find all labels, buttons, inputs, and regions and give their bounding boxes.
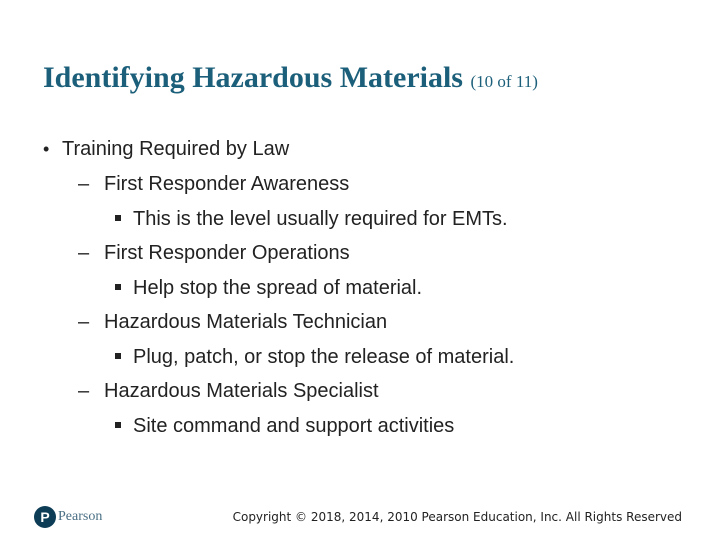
detail-text: This is the level usually required for EMTs. bbox=[133, 207, 508, 230]
sub-item-technician bbox=[0, 305, 720, 340]
sub-item-specialist bbox=[0, 374, 720, 409]
slide-content bbox=[0, 132, 720, 443]
detail-text: Plug, patch, or stop the release of material. bbox=[133, 345, 515, 368]
dash-marker: – bbox=[78, 380, 90, 402]
pearson-logo bbox=[34, 505, 102, 529]
pearson-logo-text: Pearson bbox=[58, 509, 103, 524]
bullet-marker: • bbox=[43, 139, 50, 159]
detail-text: Help stop the spread of material. bbox=[133, 276, 423, 299]
square-bullet-icon bbox=[115, 422, 121, 428]
dash-marker: – bbox=[78, 311, 90, 333]
pearson-logo-icon: P bbox=[34, 506, 56, 528]
slide-title-text: Identifying Hazardous Materials bbox=[43, 61, 463, 94]
sub-item-operations bbox=[0, 236, 720, 271]
detail-awareness bbox=[0, 202, 720, 237]
sub-item-text: First Responder Operations bbox=[104, 242, 350, 264]
dash-marker: – bbox=[78, 173, 90, 195]
square-bullet-icon bbox=[115, 353, 121, 359]
bullet-text: Training Required by Law bbox=[62, 138, 290, 160]
bullet-training-required bbox=[0, 132, 720, 167]
sub-item-text: First Responder Awareness bbox=[104, 173, 350, 195]
slide-title bbox=[43, 58, 538, 102]
slide-counter: (10 of 11) bbox=[470, 72, 538, 91]
detail-technician bbox=[0, 340, 720, 375]
detail-text: Site command and support activities bbox=[133, 414, 455, 437]
dash-marker: – bbox=[78, 242, 90, 264]
copyright-notice: Copyright © 2018, 2014, 2010 Pearson Education, Inc. All Rights Reserved bbox=[232, 510, 682, 524]
sub-item-text: Hazardous Materials Specialist bbox=[104, 380, 379, 402]
square-bullet-icon bbox=[115, 284, 121, 290]
sub-item-text: Hazardous Materials Technician bbox=[104, 311, 388, 333]
detail-operations bbox=[0, 271, 720, 306]
detail-specialist bbox=[0, 409, 720, 444]
sub-item-awareness bbox=[0, 167, 720, 202]
square-bullet-icon bbox=[115, 215, 121, 221]
